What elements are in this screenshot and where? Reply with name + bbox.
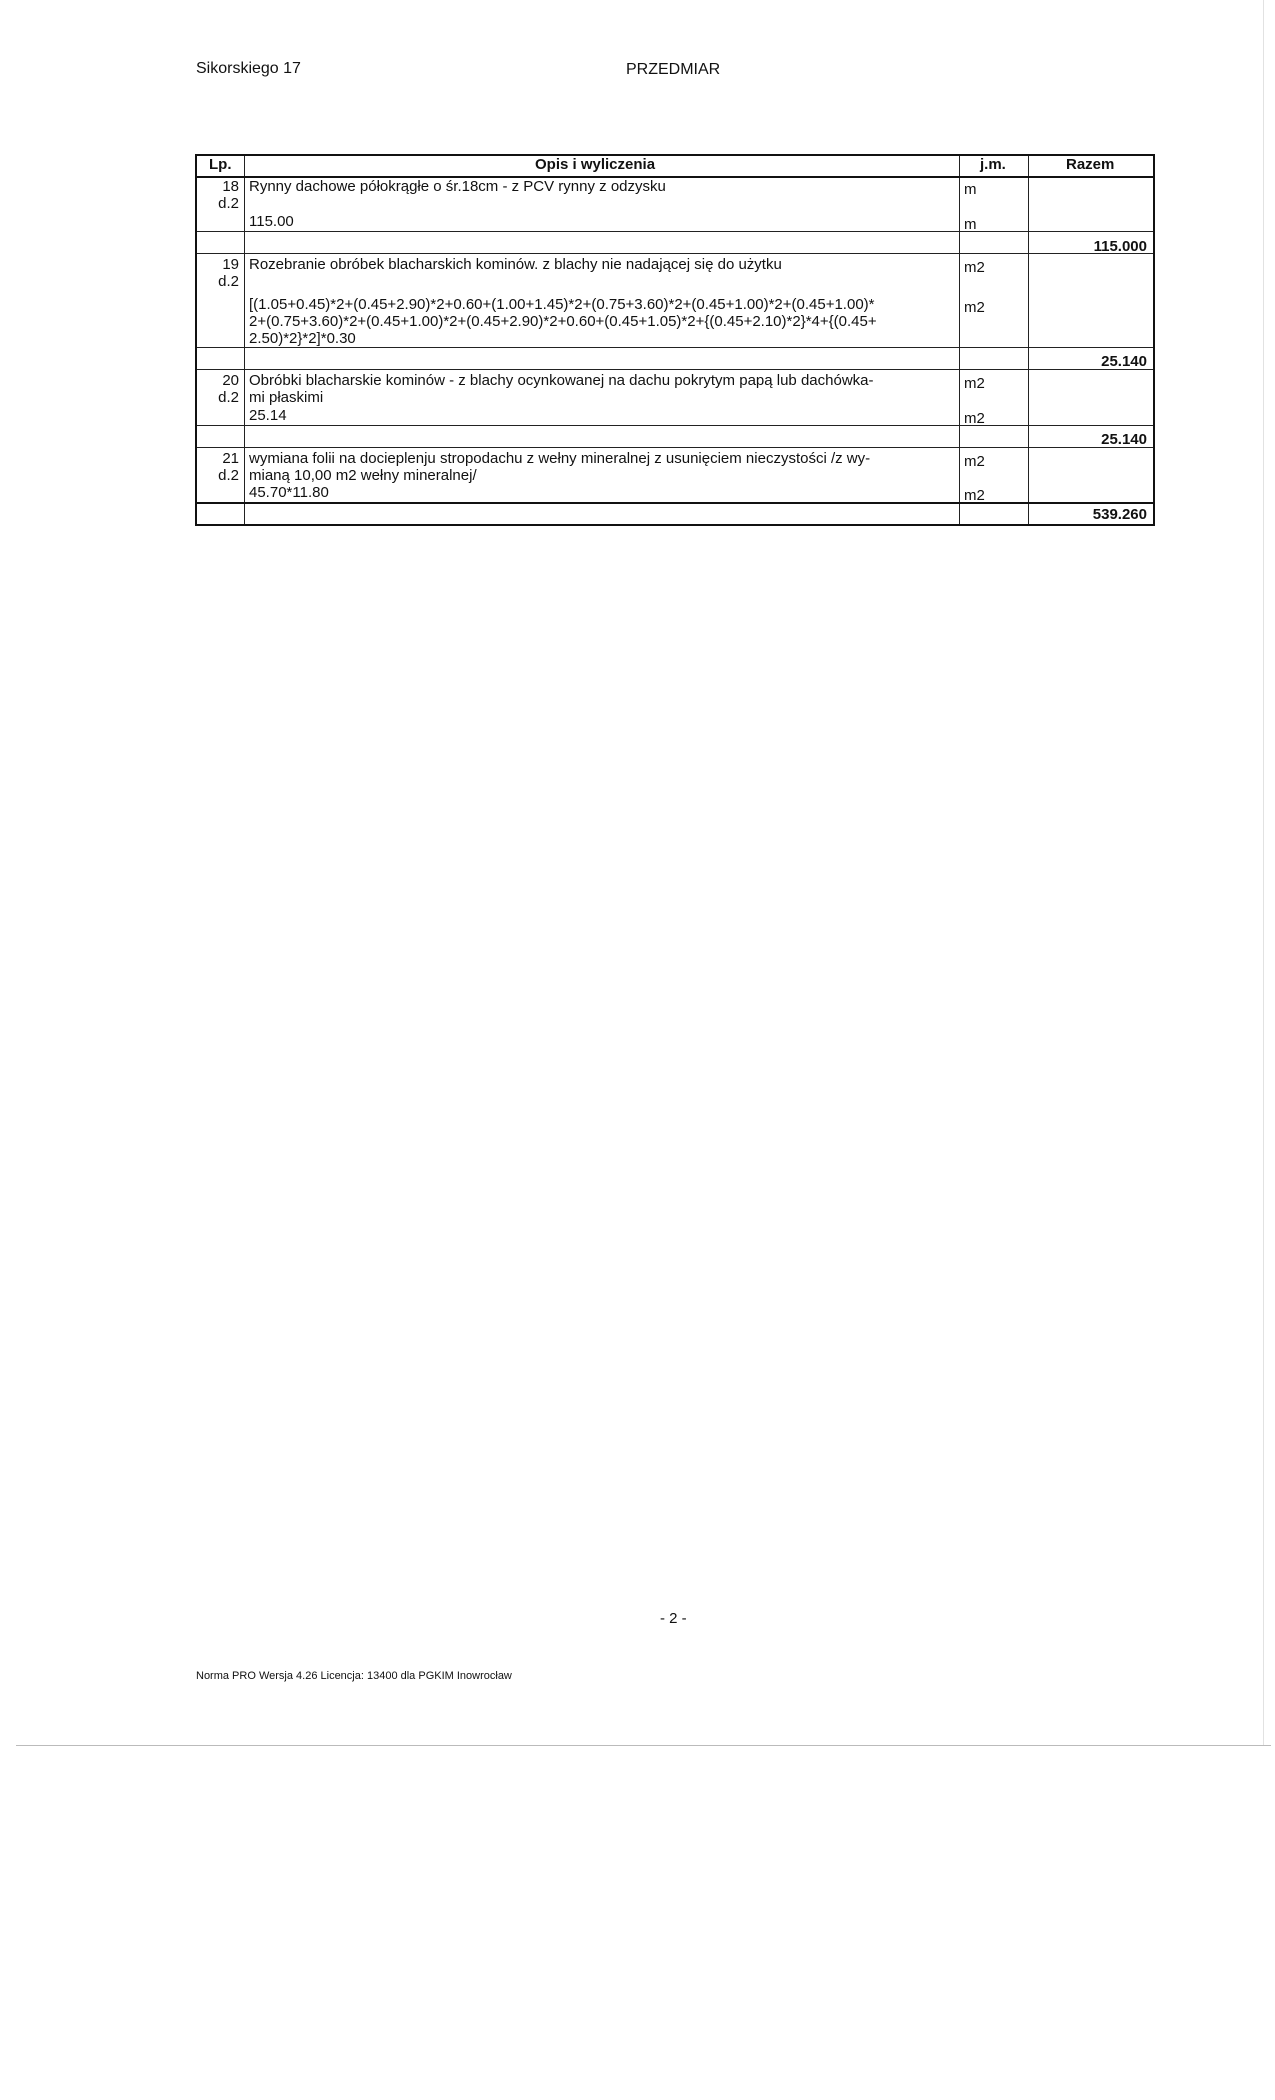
row-calculation: 2+(0.75+3.60)*2+(0.45+1.00)*2+(0.45+2.90)*2+0.60+(0.45+1.05)*2+{(0.45+2.10)*2}*4+{(0.45+ (249, 313, 877, 330)
row-lp: 18 (222, 178, 239, 195)
row-description: Rynny dachowe półokrągłe o śr.18cm - z PCV rynny z odzysku (249, 178, 666, 195)
row-lp: 21 (222, 450, 239, 467)
row-description: mianą 10,00 m2 wełny mineralnej/ (249, 467, 477, 484)
col-divider (1028, 156, 1029, 524)
row-divider (197, 447, 1153, 448)
row-description: wymiana folii na docieplenju stropodachu z wełny mineralnej z usunięciem nieczystości /z wy- (249, 450, 871, 467)
row-code: d.2 (218, 195, 239, 212)
row-calculation: [(1.05+0.45)*2+(0.45+2.90)*2+0.60+(1.00+1.45)*2+(0.75+3.60)*2+(0.45+1.00)*2+(0.45+1.00)* (249, 296, 875, 313)
row-code: d.2 (218, 273, 239, 290)
row-calculation: 2.50)*2}*2]*0.30 (249, 330, 356, 347)
footer-license: Norma PRO Wersja 4.26 Licencja: 13400 dla PGKIM Inowrocław (196, 1670, 512, 1682)
scan-edge-line (1263, 0, 1264, 1745)
row-calculation: 45.70*11.80 (249, 484, 329, 501)
row-description: Rozebranie obróbek blacharskich kominów. z blachy nie nadającej się do użytku (249, 256, 782, 273)
header-opis: Opis i wyliczenia (535, 156, 656, 173)
row-code: d.2 (218, 467, 239, 484)
col-divider (959, 156, 960, 524)
scan-edge-line (16, 1745, 1271, 1746)
header-jm: j.m. (980, 156, 1006, 173)
row-total: 25.140 (1101, 431, 1147, 448)
header-razem: Razem (1066, 156, 1115, 173)
header-title: PRZEDMIAR (626, 61, 721, 78)
col-divider (244, 156, 245, 524)
page-number: - 2 - (660, 1610, 687, 1627)
row-total: 25.140 (1101, 353, 1147, 370)
header-lp: Lp. (209, 156, 232, 173)
row-unit: m2 (964, 453, 985, 470)
row-total: 539.260 (1092, 506, 1147, 523)
row-unit: m2 (964, 259, 985, 276)
row-unit: m (964, 181, 977, 198)
row-total: 115.000 (1093, 238, 1147, 255)
row-calculation: 115.00 (249, 213, 294, 230)
header-address: Sikorskiego 17 (196, 60, 301, 77)
row-unit: m2 (964, 375, 985, 392)
row-calc-unit: m2 (964, 299, 985, 316)
row-divider (197, 425, 1153, 426)
row-lp: 19 (222, 256, 239, 273)
estimate-table (195, 154, 1155, 526)
row-lp: 20 (222, 372, 239, 389)
row-calculation: 25.14 (249, 407, 287, 424)
row-divider (197, 231, 1153, 232)
row-divider (197, 347, 1153, 348)
row-description: mi płaskimi (249, 389, 324, 406)
row-description: Obróbki blacharskie kominów - z blachy ocynkowanej na dachu pokrytym papą lub dachówka- (249, 372, 874, 389)
row-divider (197, 369, 1153, 370)
row-calc-unit: m2 (964, 487, 985, 504)
row-divider (197, 502, 1153, 504)
row-divider (197, 253, 1153, 254)
row-code: d.2 (218, 389, 239, 406)
row-calc-unit: m2 (964, 410, 985, 427)
row-calc-unit: m (964, 216, 977, 233)
